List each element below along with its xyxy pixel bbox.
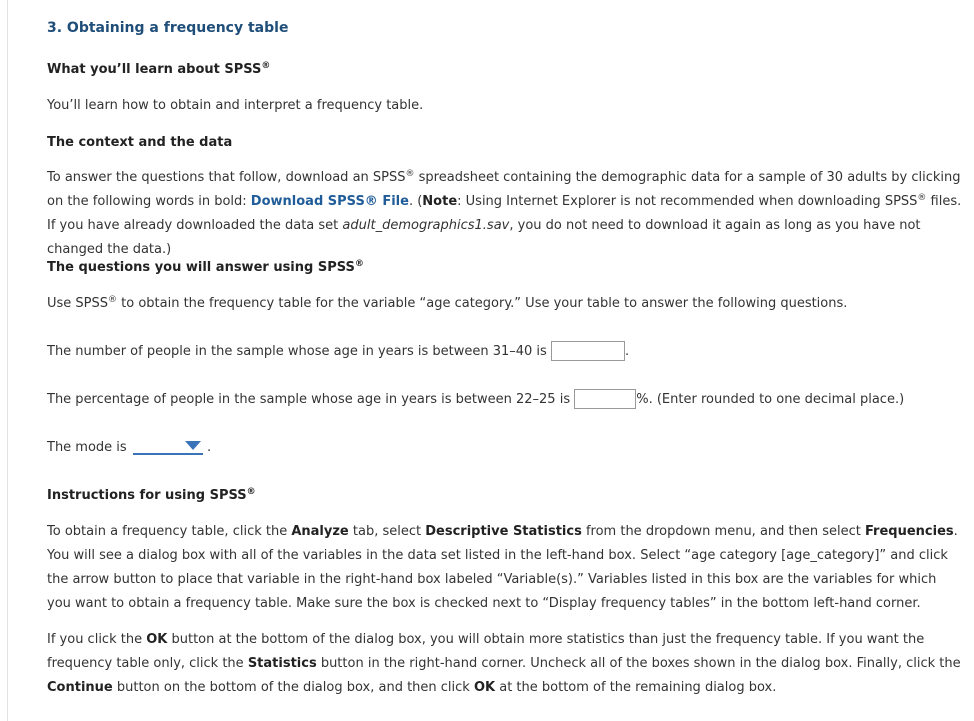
instructions-paragraph-1: To obtain a frequency table, click the Analyze tab, select Descriptive Statistics from the dropdown menu, and then select Frequencies. You will see a dialog box with all of the variables in the data set listed in the left-hand box. Select “age category [age_category]” and click the arrow button to place that variable in the right-hand box labeled “Variable(s).” Variables listed in this box are the variables for which you want to obtain a frequency table. Make sure the box is checked next to “Display frequency tables” in the bottom left-hand corner. [47, 524, 958, 611]
chevron-down-icon [185, 441, 201, 450]
question-3: The mode is . [47, 440, 212, 455]
mode-dropdown[interactable] [133, 439, 203, 455]
left-border [7, 0, 8, 721]
instructions-heading: Instructions for using SPSS® [47, 487, 256, 503]
question-1: The number of people in the sample whose age in years is between 31–40 is . [47, 340, 629, 364]
questions-heading: The questions you will answer using SPSS® [47, 259, 364, 275]
q1-answer-input[interactable] [551, 341, 625, 361]
instructions-paragraph-2: If you click the OK button at the bottom of the dialog box, you will obtain more statistics than just the frequency table. If you want the frequency table only, click the Statistics button in the right-hand corner. Uncheck all of the boxes shown in the dialog box. Finally, click the Continue button on the bottom of the dialog box, and then click OK at the bottom of the remaining dialog box. [47, 632, 961, 695]
download-spss-file-link[interactable]: Download SPSS® File [250, 194, 409, 209]
page-title: 3. Obtaining a frequency table [47, 20, 289, 36]
q2-answer-input[interactable] [574, 389, 636, 409]
learn-text: You’ll learn how to obtain and interpret a frequency table. [47, 98, 424, 113]
learn-heading: What you’ll learn about SPSS® [47, 61, 271, 77]
context-paragraph: To answer the questions that follow, download an SPSS® spreadsheet containing the demographic data for a sample of 30 adults by clicking on the following words in bold: Download SPSS® File. (Note: Using Internet Explorer is not recommended when downloading SPSS® files. If you have already downloaded the data set adult_demographics1.sav, you do not need to download it again as long as you have not changed the data.) [47, 169, 962, 257]
questions-intro: Use SPSS® to obtain the frequency table for the variable “age category.” Use your table to answer the following questions. [47, 295, 848, 311]
question-2: The percentage of people in the sample whose age in years is between 22–25 is %. (Enter rounded to one decimal place.) [47, 388, 904, 412]
context-heading: The context and the data [47, 135, 233, 150]
